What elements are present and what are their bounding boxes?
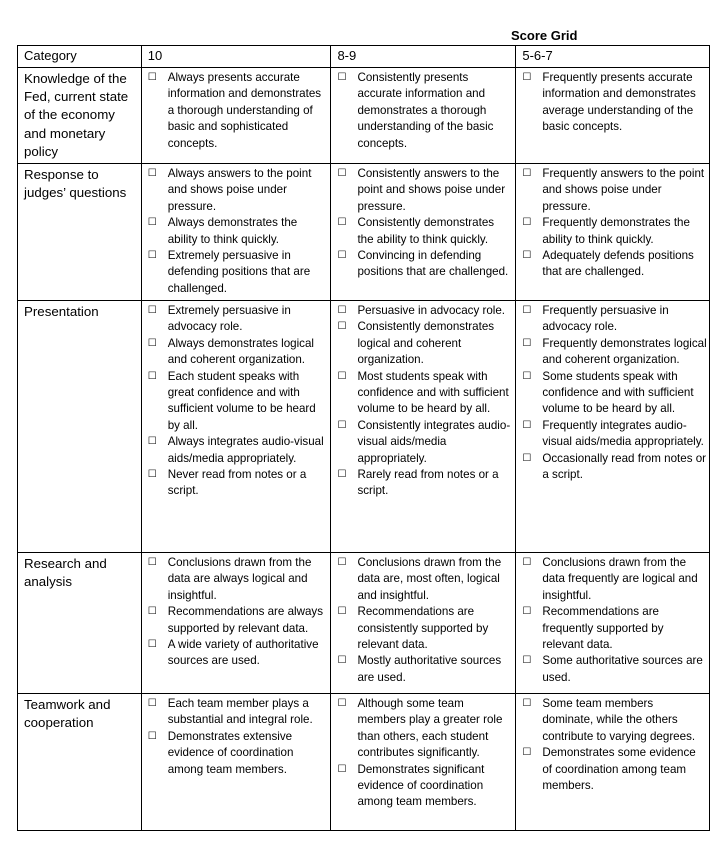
criterion-item bbox=[148, 336, 329, 369]
criterion-text: Conclusions drawn from the data are, most often, logical and insightful. bbox=[357, 556, 502, 602]
criterion-item bbox=[337, 555, 513, 604]
criterion-text: Always presents accurate information and demonstrates a thorough understanding of basic and sophisticated concepts. bbox=[167, 71, 322, 150]
column-header-10: 10 bbox=[141, 46, 331, 68]
score-cell bbox=[516, 301, 710, 553]
criterion-text: A wide variety of authoritative sources are used. bbox=[167, 638, 319, 668]
criterion-text: Never read from notes or a script. bbox=[167, 468, 307, 498]
criterion-text: Rarely read from notes or a script. bbox=[357, 468, 499, 498]
checkbox-icon[interactable]: ☐ bbox=[522, 452, 532, 464]
criterion-item bbox=[522, 369, 707, 418]
checkbox-icon[interactable]: ☐ bbox=[522, 747, 532, 759]
score-cell bbox=[516, 164, 710, 301]
checkbox-icon[interactable]: ☐ bbox=[147, 639, 157, 651]
criteria-list bbox=[516, 164, 709, 281]
criterion-text: Recommendations are frequently supported by relevant data. bbox=[542, 605, 664, 652]
checkbox-icon[interactable]: ☐ bbox=[522, 655, 532, 667]
rubric-row bbox=[18, 68, 710, 164]
criterion-item bbox=[148, 166, 329, 215]
criterion-text: Each team member plays a substantial and integral role. bbox=[167, 697, 313, 727]
criterion-item bbox=[337, 467, 513, 500]
criteria-list bbox=[142, 301, 331, 500]
criterion-item bbox=[148, 70, 329, 152]
criteria-list bbox=[142, 694, 331, 778]
criterion-text: Frequently demonstrates the ability to think quickly. bbox=[542, 216, 690, 246]
criterion-item bbox=[522, 604, 707, 653]
criterion-text: Extremely persuasive in defending positions that are challenged. bbox=[167, 249, 311, 295]
criterion-item bbox=[522, 336, 707, 369]
criterion-text: Always demonstrates logical and coherent organization. bbox=[167, 336, 314, 367]
checkbox-icon[interactable]: ☐ bbox=[337, 557, 347, 568]
criteria-list bbox=[331, 553, 515, 686]
checkbox-icon[interactable]: ☐ bbox=[147, 305, 157, 316]
criterion-text: Some students speak with confidence and with sufficient volume to be heard by all. bbox=[542, 369, 694, 416]
checkbox-icon[interactable]: ☐ bbox=[522, 305, 532, 316]
criterion-text: Always demonstrates the ability to think quickly. bbox=[167, 216, 298, 246]
score-cell bbox=[516, 694, 710, 831]
criterion-text: Some team members dominate, while the others contribute to varying degrees. bbox=[542, 697, 696, 743]
checkbox-icon[interactable]: ☐ bbox=[147, 698, 157, 709]
checkbox-icon[interactable]: ☐ bbox=[337, 698, 347, 709]
criterion-item bbox=[337, 166, 513, 215]
checkbox-icon[interactable]: ☐ bbox=[522, 217, 532, 229]
criterion-text: Always answers to the point and shows poise under pressure. bbox=[167, 167, 312, 213]
criterion-item bbox=[148, 467, 329, 500]
criterion-text: Frequently persuasive in advocacy role. bbox=[542, 304, 669, 334]
score-grid-table bbox=[17, 45, 710, 831]
criteria-list bbox=[331, 164, 515, 281]
criterion-item bbox=[337, 418, 513, 467]
column-header-8-9: 8-9 bbox=[331, 46, 516, 68]
checkbox-icon[interactable]: ☐ bbox=[337, 763, 347, 775]
criterion-text: Consistently demonstrates logical and coherent organization. bbox=[357, 320, 495, 367]
criterion-text: Demonstrates some evidence of coordination among team members. bbox=[542, 746, 696, 793]
criterion-text: Each student speaks with great confidence and with sufficient volume to be heard by all. bbox=[167, 369, 316, 432]
checkbox-icon[interactable]: ☐ bbox=[147, 168, 157, 179]
criterion-item bbox=[148, 604, 329, 637]
criterion-item bbox=[522, 653, 707, 686]
criterion-text: Conclusions drawn from the data are always logical and insightful. bbox=[167, 556, 312, 602]
checkbox-icon[interactable]: ☐ bbox=[147, 370, 157, 382]
checkbox-icon[interactable]: ☐ bbox=[337, 250, 347, 262]
criteria-list bbox=[516, 301, 709, 483]
criterion-item bbox=[522, 418, 707, 451]
criterion-text: Frequently demonstrates logical and coherent organization. bbox=[542, 336, 707, 367]
criterion-text: Consistently demonstrates the ability to think quickly. bbox=[357, 216, 495, 246]
checkbox-icon[interactable]: ☐ bbox=[337, 370, 347, 382]
criterion-text: Consistently integrates audio-visual aids/media appropriately. bbox=[357, 418, 511, 465]
criterion-item bbox=[148, 369, 329, 435]
score-cell bbox=[331, 553, 516, 694]
criteria-list bbox=[331, 694, 515, 811]
criterion-text: Frequently presents accurate information and demonstrates average understanding of the basic concepts. bbox=[542, 71, 696, 134]
score-cell bbox=[141, 694, 331, 831]
criterion-text: Extremely persuasive in advocacy role. bbox=[167, 304, 291, 334]
checkbox-icon[interactable]: ☐ bbox=[522, 557, 532, 568]
score-cell bbox=[331, 164, 516, 301]
checkbox-icon[interactable]: ☐ bbox=[337, 72, 347, 83]
score-cell bbox=[141, 553, 331, 694]
checkbox-icon[interactable]: ☐ bbox=[337, 469, 347, 481]
score-cell bbox=[516, 68, 710, 164]
checkbox-icon[interactable]: ☐ bbox=[522, 72, 532, 83]
checkbox-icon[interactable]: ☐ bbox=[147, 337, 157, 349]
criteria-list bbox=[516, 694, 709, 794]
criterion-text: Most students speak with confidence and with sufficient volume to be heard by all. bbox=[357, 369, 509, 416]
criterion-text: Adequately defends positions that are challenged. bbox=[542, 249, 694, 279]
criterion-item bbox=[337, 303, 513, 319]
criteria-list bbox=[331, 68, 515, 152]
checkbox-icon[interactable]: ☐ bbox=[147, 217, 157, 229]
criteria-list bbox=[516, 68, 709, 136]
criterion-text: Frequently answers to the point and shows poise under pressure. bbox=[542, 167, 705, 213]
rubric-row bbox=[18, 694, 710, 831]
criteria-list bbox=[142, 553, 331, 670]
score-cell bbox=[141, 301, 331, 553]
checkbox-icon[interactable]: ☐ bbox=[337, 655, 347, 667]
rubric-row bbox=[18, 553, 710, 694]
score-cell bbox=[516, 553, 710, 694]
criterion-text: Consistently answers to the point and shows poise under pressure. bbox=[357, 167, 506, 213]
score-cell bbox=[331, 694, 516, 831]
score-cell bbox=[141, 68, 331, 164]
criterion-text: Demonstrates extensive evidence of coordination among team members. bbox=[167, 729, 294, 776]
criterion-text: Recommendations are consistently supported by relevant data. bbox=[357, 605, 489, 652]
rubric-row bbox=[18, 164, 710, 301]
criterion-text: Frequently integrates audio-visual aids/media appropriately. bbox=[542, 418, 704, 449]
criterion-text: Mostly authoritative sources are used. bbox=[357, 654, 502, 684]
criterion-item bbox=[522, 745, 707, 794]
criteria-list bbox=[331, 301, 515, 500]
criterion-item bbox=[148, 696, 329, 729]
checkbox-icon[interactable]: ☐ bbox=[147, 730, 157, 742]
checkbox-icon[interactable]: ☐ bbox=[147, 436, 157, 448]
criteria-list bbox=[142, 68, 331, 152]
category-cell: Teamwork and cooperation bbox=[18, 694, 142, 831]
criterion-item bbox=[337, 604, 513, 653]
criterion-text: Convincing in defending positions that are challenged. bbox=[357, 249, 509, 279]
checkbox-icon[interactable]: ☐ bbox=[522, 250, 532, 262]
column-header-5-6-7: 5-6-7 bbox=[516, 46, 710, 68]
checkbox-icon[interactable]: ☐ bbox=[147, 250, 157, 262]
criterion-item bbox=[148, 434, 329, 467]
criterion-item bbox=[148, 248, 329, 297]
criterion-item bbox=[337, 248, 513, 281]
criterion-item bbox=[337, 696, 513, 762]
criterion-text: Persuasive in advocacy role. bbox=[357, 304, 506, 317]
criterion-text: Some authoritative sources are used. bbox=[542, 654, 703, 684]
criterion-item bbox=[522, 451, 707, 484]
criterion-item bbox=[522, 696, 707, 745]
checkbox-icon[interactable]: ☐ bbox=[337, 168, 347, 179]
criterion-item bbox=[522, 555, 707, 604]
criterion-item bbox=[148, 303, 329, 336]
criterion-item bbox=[522, 215, 707, 248]
criterion-text: Recommendations are always supported by relevant data. bbox=[167, 605, 324, 635]
checkbox-icon[interactable]: ☐ bbox=[337, 217, 347, 229]
criterion-item bbox=[148, 555, 329, 604]
checkbox-icon[interactable]: ☐ bbox=[337, 606, 347, 618]
checkbox-icon[interactable]: ☐ bbox=[147, 606, 157, 618]
criterion-item bbox=[522, 70, 707, 136]
checkbox-icon[interactable]: ☐ bbox=[522, 698, 532, 709]
criterion-text: Conclusions drawn from the data frequently are logical and insightful. bbox=[542, 556, 698, 602]
criterion-text: Demonstrates significant evidence of coordination among team members. bbox=[357, 762, 485, 809]
score-cell bbox=[331, 301, 516, 553]
criterion-item bbox=[148, 215, 329, 248]
checkbox-icon[interactable]: ☐ bbox=[337, 419, 347, 431]
criterion-text: Occasionally read from notes or a script. bbox=[542, 451, 707, 482]
criterion-item bbox=[337, 215, 513, 248]
criterion-text: Consistently presents accurate information and demonstrates a thorough understanding of the basic concepts. bbox=[357, 71, 494, 150]
header-row bbox=[18, 46, 710, 68]
score-cell bbox=[331, 68, 516, 164]
criterion-item bbox=[522, 303, 707, 336]
score-cell bbox=[141, 164, 331, 301]
criterion-item bbox=[148, 637, 329, 670]
criterion-item bbox=[337, 369, 513, 418]
criteria-list bbox=[516, 553, 709, 686]
checkbox-icon[interactable]: ☐ bbox=[147, 72, 157, 83]
checkbox-icon[interactable]: ☐ bbox=[522, 606, 532, 618]
criteria-list bbox=[142, 164, 331, 297]
checkbox-icon[interactable]: ☐ bbox=[147, 557, 157, 568]
category-cell: Knowledge of the Fed, current state of the economy and monetary policy bbox=[18, 68, 142, 164]
category-cell: Presentation bbox=[18, 301, 142, 553]
category-cell: Research and analysis bbox=[18, 553, 142, 694]
criterion-text: Although some team members play a greater role than others, each student contributes significantly. bbox=[357, 697, 503, 760]
checkbox-icon[interactable]: ☐ bbox=[522, 419, 532, 431]
checkbox-icon[interactable]: ☐ bbox=[522, 370, 532, 382]
checkbox-icon[interactable]: ☐ bbox=[522, 337, 532, 349]
criterion-item bbox=[337, 70, 513, 152]
criterion-text: Always integrates audio-visual aids/media appropriately. bbox=[167, 435, 324, 465]
rubric-row bbox=[18, 301, 710, 553]
criterion-item bbox=[337, 319, 513, 368]
checkbox-icon[interactable]: ☐ bbox=[337, 305, 347, 316]
checkbox-icon[interactable]: ☐ bbox=[337, 321, 347, 333]
score-grid-title: Score Grid bbox=[511, 28, 578, 43]
criterion-item bbox=[337, 653, 513, 686]
criterion-item bbox=[522, 166, 707, 215]
checkbox-icon[interactable]: ☐ bbox=[147, 469, 157, 481]
criterion-item bbox=[522, 248, 707, 281]
checkbox-icon[interactable]: ☐ bbox=[522, 168, 532, 179]
criterion-item bbox=[148, 729, 329, 778]
criterion-item bbox=[337, 762, 513, 811]
column-header-category: Category bbox=[18, 46, 142, 68]
category-cell: Response to judges’ questions bbox=[18, 164, 142, 301]
